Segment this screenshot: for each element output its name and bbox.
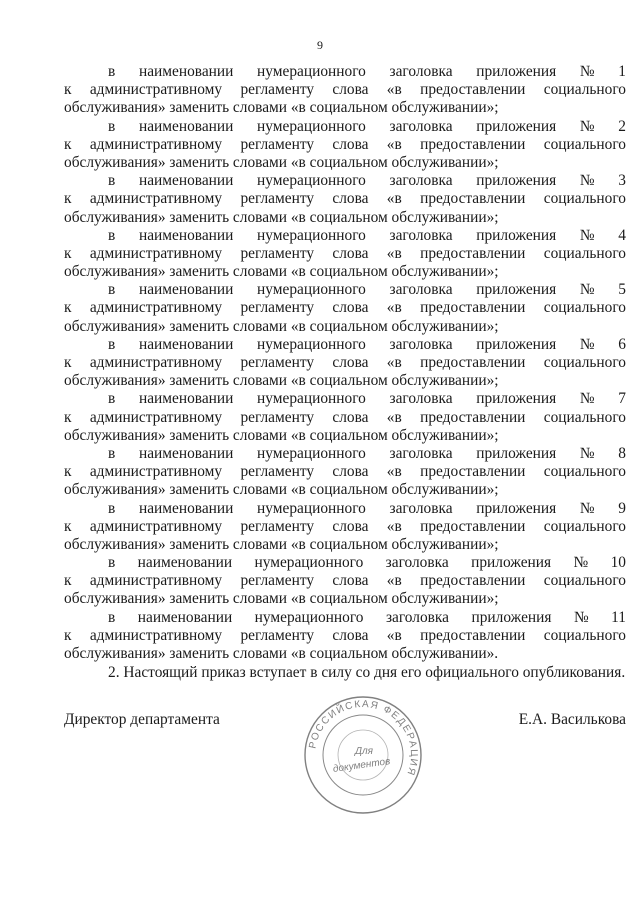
word: к bbox=[64, 244, 72, 262]
word: к bbox=[64, 299, 72, 317]
amendment-line-3: обслуживания» заменить словами «в социальном обслуживании». bbox=[64, 645, 499, 662]
word: приложения bbox=[476, 281, 557, 299]
word: наименовании bbox=[138, 499, 234, 517]
word: 7 bbox=[618, 390, 626, 408]
word: слова bbox=[332, 572, 369, 590]
word: нумерационного bbox=[254, 554, 364, 572]
word: 11 bbox=[611, 608, 626, 626]
word: приложения bbox=[476, 499, 557, 517]
word: «в bbox=[386, 299, 402, 317]
word: № bbox=[579, 172, 595, 190]
word: к bbox=[64, 81, 72, 99]
word: социального bbox=[543, 626, 626, 644]
word: в bbox=[108, 608, 116, 626]
word: административному bbox=[89, 135, 223, 153]
amendment-line-2 bbox=[64, 627, 626, 645]
word: административному bbox=[89, 517, 223, 535]
word: в bbox=[108, 117, 116, 135]
word: слова bbox=[332, 517, 369, 535]
amendments-list bbox=[64, 63, 626, 663]
amendment-line-1 bbox=[64, 63, 626, 81]
word: 5 bbox=[618, 281, 626, 299]
word: наименовании bbox=[138, 63, 234, 80]
amendment-line-3: обслуживания» заменить словами «в социальном обслуживании»; bbox=[64, 426, 499, 444]
signatory-position: Директор департамента bbox=[64, 711, 220, 728]
amendment-item bbox=[64, 172, 626, 227]
page-number: 9 bbox=[317, 38, 323, 52]
word: к bbox=[64, 572, 72, 590]
word: регламенту bbox=[240, 81, 315, 99]
amendment-line-3: обслуживания» заменить словами «в социальном обслуживании»; bbox=[64, 372, 499, 390]
word: к bbox=[64, 354, 72, 371]
amendment-item bbox=[64, 445, 626, 500]
word: социального bbox=[543, 135, 626, 153]
word: № bbox=[579, 335, 595, 353]
word: «в bbox=[386, 135, 402, 153]
word: административному bbox=[89, 354, 223, 371]
word: заголовка bbox=[389, 335, 453, 353]
word: нумерационного bbox=[257, 117, 366, 135]
word: «в bbox=[386, 572, 402, 590]
word: в bbox=[108, 226, 116, 244]
word: предоставлении bbox=[420, 299, 526, 317]
amendment-item bbox=[64, 63, 626, 118]
word: приложения bbox=[476, 390, 557, 408]
amendment-line-3: обслуживания» заменить словами «в социальном обслуживании»; bbox=[64, 263, 499, 281]
word: заголовка bbox=[389, 499, 453, 517]
word: административному bbox=[89, 299, 223, 317]
word: социального bbox=[543, 81, 626, 99]
word: № bbox=[579, 444, 595, 462]
word: № bbox=[579, 117, 595, 135]
word: административному bbox=[89, 572, 223, 590]
word: регламенту bbox=[240, 408, 315, 426]
amendment-line-2 bbox=[64, 463, 626, 481]
word: к bbox=[64, 463, 72, 481]
amendment-item bbox=[64, 390, 626, 445]
word: № bbox=[579, 499, 595, 517]
word: социального bbox=[543, 354, 626, 371]
amendment-line-3: обслуживания» заменить словами «в социальном обслуживании»; bbox=[64, 99, 499, 117]
word: слова bbox=[332, 244, 369, 262]
word: 9 bbox=[618, 499, 626, 517]
word: приложения bbox=[476, 63, 557, 80]
word: предоставлении bbox=[420, 408, 526, 426]
word: заголовка bbox=[389, 117, 453, 135]
word: слова bbox=[332, 135, 369, 153]
word: заголовка bbox=[389, 444, 453, 462]
word: к bbox=[64, 190, 72, 208]
word: нумерационного bbox=[257, 172, 366, 190]
word: в bbox=[108, 554, 116, 572]
word: 4 bbox=[618, 226, 626, 244]
amendment-line-3: обслуживания» заменить словами «в социальном обслуживании»; bbox=[64, 153, 499, 171]
word: нумерационного bbox=[257, 63, 366, 80]
amendment-line-2 bbox=[64, 81, 626, 99]
word: «в bbox=[386, 190, 402, 208]
word: в bbox=[108, 444, 116, 462]
amendment-line-1 bbox=[64, 281, 626, 299]
amendment-line-2 bbox=[64, 572, 626, 590]
word: административному bbox=[89, 626, 223, 644]
word: нумерационного bbox=[257, 335, 366, 353]
word: приложения bbox=[476, 226, 557, 244]
word: в bbox=[108, 172, 116, 190]
word: социального bbox=[543, 408, 626, 426]
word: регламенту bbox=[240, 463, 315, 481]
amendment-line-1 bbox=[64, 172, 626, 190]
stamp-outer-text: РОССИЙСКАЯ ФЕДЕРАЦИЯ bbox=[307, 698, 420, 778]
word: заголовка bbox=[389, 226, 453, 244]
word: заголовка bbox=[389, 63, 453, 80]
amendment-line-2 bbox=[64, 299, 626, 317]
word: социального bbox=[543, 299, 626, 317]
word: слова bbox=[332, 190, 369, 208]
word: в bbox=[108, 499, 116, 517]
word: социального bbox=[543, 244, 626, 262]
word: к bbox=[64, 517, 72, 535]
amendment-line-1 bbox=[64, 609, 626, 627]
word: предоставлении bbox=[420, 517, 526, 535]
word: нумерационного bbox=[257, 390, 366, 408]
word: регламенту bbox=[240, 244, 315, 262]
word: предоставлении bbox=[420, 81, 526, 99]
amendment-item bbox=[64, 281, 626, 336]
word: регламенту bbox=[240, 572, 315, 590]
word: 8 bbox=[618, 444, 626, 462]
signatory-name: Е.А. Василькова bbox=[518, 711, 626, 728]
word: 6 bbox=[618, 335, 626, 353]
word: наименовании bbox=[138, 117, 234, 135]
word: к bbox=[64, 408, 72, 426]
amendment-line-1 bbox=[64, 554, 626, 572]
word: 1 bbox=[618, 63, 626, 80]
word: приложения bbox=[476, 444, 557, 462]
word: слова bbox=[332, 463, 369, 481]
word: заголовка bbox=[385, 608, 450, 626]
amendment-line-3: обслуживания» заменить словами «в социальном обслуживании»; bbox=[64, 481, 499, 499]
word: приложения bbox=[471, 608, 552, 626]
amendment-item bbox=[64, 554, 626, 609]
word: заголовка bbox=[389, 390, 453, 408]
word: регламенту bbox=[240, 354, 315, 371]
word: «в bbox=[386, 408, 402, 426]
word: наименовании bbox=[137, 554, 233, 572]
word: нумерационного bbox=[254, 608, 364, 626]
word: административному bbox=[89, 190, 223, 208]
word: приложения bbox=[476, 172, 557, 190]
amendment-item bbox=[64, 227, 626, 282]
word: в bbox=[108, 63, 116, 80]
amendment-line-1 bbox=[64, 118, 626, 136]
word: наименовании bbox=[138, 335, 234, 353]
amendment-item bbox=[64, 609, 626, 664]
word: «в bbox=[386, 244, 402, 262]
amendment-line-2 bbox=[64, 354, 626, 372]
word: слова bbox=[332, 408, 369, 426]
word: предоставлении bbox=[420, 354, 526, 371]
word: «в bbox=[386, 626, 402, 644]
word: регламенту bbox=[240, 299, 315, 317]
amendment-line-2 bbox=[64, 245, 626, 263]
word: слова bbox=[332, 299, 369, 317]
word: № bbox=[579, 390, 595, 408]
word: предоставлении bbox=[420, 244, 526, 262]
word: в bbox=[108, 281, 116, 299]
word: социального bbox=[543, 463, 626, 481]
word: «в bbox=[386, 517, 402, 535]
amendment-item bbox=[64, 336, 626, 391]
word: № bbox=[579, 226, 595, 244]
amendment-line-3: обслуживания» заменить словами «в социальном обслуживании»; bbox=[64, 590, 499, 608]
word: слова bbox=[332, 81, 369, 99]
word: слова bbox=[332, 354, 369, 371]
word: административному bbox=[89, 244, 223, 262]
word: нумерационного bbox=[257, 281, 366, 299]
amendment-item bbox=[64, 118, 626, 173]
amendment-line-2 bbox=[64, 136, 626, 154]
word: заголовка bbox=[389, 172, 453, 190]
amendment-line-1 bbox=[64, 500, 626, 518]
amendment-line-3: обслуживания» заменить словами «в социальном обслуживании»; bbox=[64, 317, 499, 335]
word: приложения bbox=[476, 117, 557, 135]
word: в bbox=[108, 335, 116, 353]
word: предоставлении bbox=[420, 572, 526, 590]
word: нумерационного bbox=[257, 226, 366, 244]
word: приложения bbox=[476, 335, 557, 353]
word: «в bbox=[386, 463, 402, 481]
amendment-line-1 bbox=[64, 227, 626, 245]
amendment-line-1 bbox=[64, 445, 626, 463]
stamp-center-text-2: документов bbox=[332, 756, 392, 775]
amendment-line-3: обслуживания» заменить словами «в социальном обслуживании»; bbox=[64, 535, 499, 553]
word: нумерационного bbox=[257, 444, 366, 462]
word: предоставлении bbox=[420, 463, 526, 481]
word: предоставлении bbox=[420, 190, 526, 208]
final-paragraph: 2. Настоящий приказ вступает в силу со дня его официального опубликования. bbox=[108, 664, 626, 682]
amendment-line-3: обслуживания» заменить словами «в социальном обслуживании»; bbox=[64, 208, 499, 226]
word: социального bbox=[543, 517, 626, 535]
word: наименовании bbox=[138, 390, 234, 408]
document-body bbox=[64, 63, 626, 682]
word: наименовании bbox=[137, 608, 233, 626]
word: приложения bbox=[471, 554, 552, 572]
word: «в bbox=[386, 81, 402, 99]
word: административному bbox=[89, 463, 223, 481]
word: регламенту bbox=[240, 626, 315, 644]
word: к bbox=[64, 626, 72, 644]
word: социального bbox=[543, 190, 626, 208]
word: наименовании bbox=[138, 281, 234, 299]
word: в bbox=[108, 390, 116, 408]
amendment-item bbox=[64, 500, 626, 555]
word: наименовании bbox=[138, 444, 234, 462]
word: регламенту bbox=[240, 135, 315, 153]
word: заголовка bbox=[385, 554, 449, 572]
word: наименовании bbox=[138, 172, 234, 190]
stamp-center-text-1: Для bbox=[354, 746, 374, 757]
official-stamp bbox=[302, 694, 424, 816]
amendment-line-2 bbox=[64, 518, 626, 536]
word: регламенту bbox=[240, 190, 315, 208]
word: № bbox=[579, 281, 595, 299]
word: слова bbox=[332, 626, 369, 644]
word: социального bbox=[543, 572, 626, 590]
word: к bbox=[64, 135, 72, 153]
amendment-line-1 bbox=[64, 390, 626, 408]
word: 2 bbox=[618, 117, 626, 135]
amendment-line-1 bbox=[64, 336, 626, 354]
word: административному bbox=[89, 81, 223, 99]
word: № bbox=[579, 63, 595, 80]
word: 10 bbox=[610, 554, 626, 572]
word: регламенту bbox=[240, 517, 315, 535]
word: № bbox=[573, 608, 589, 626]
word: «в bbox=[386, 354, 402, 371]
word: предоставлении bbox=[420, 626, 526, 644]
word: № bbox=[573, 554, 589, 572]
word: наименовании bbox=[138, 226, 234, 244]
amendment-line-2 bbox=[64, 409, 626, 427]
word: нумерационного bbox=[257, 499, 366, 517]
word: предоставлении bbox=[420, 135, 526, 153]
amendment-line-2 bbox=[64, 190, 626, 208]
word: заголовка bbox=[389, 281, 453, 299]
word: 3 bbox=[618, 172, 626, 190]
word: административному bbox=[89, 408, 223, 426]
